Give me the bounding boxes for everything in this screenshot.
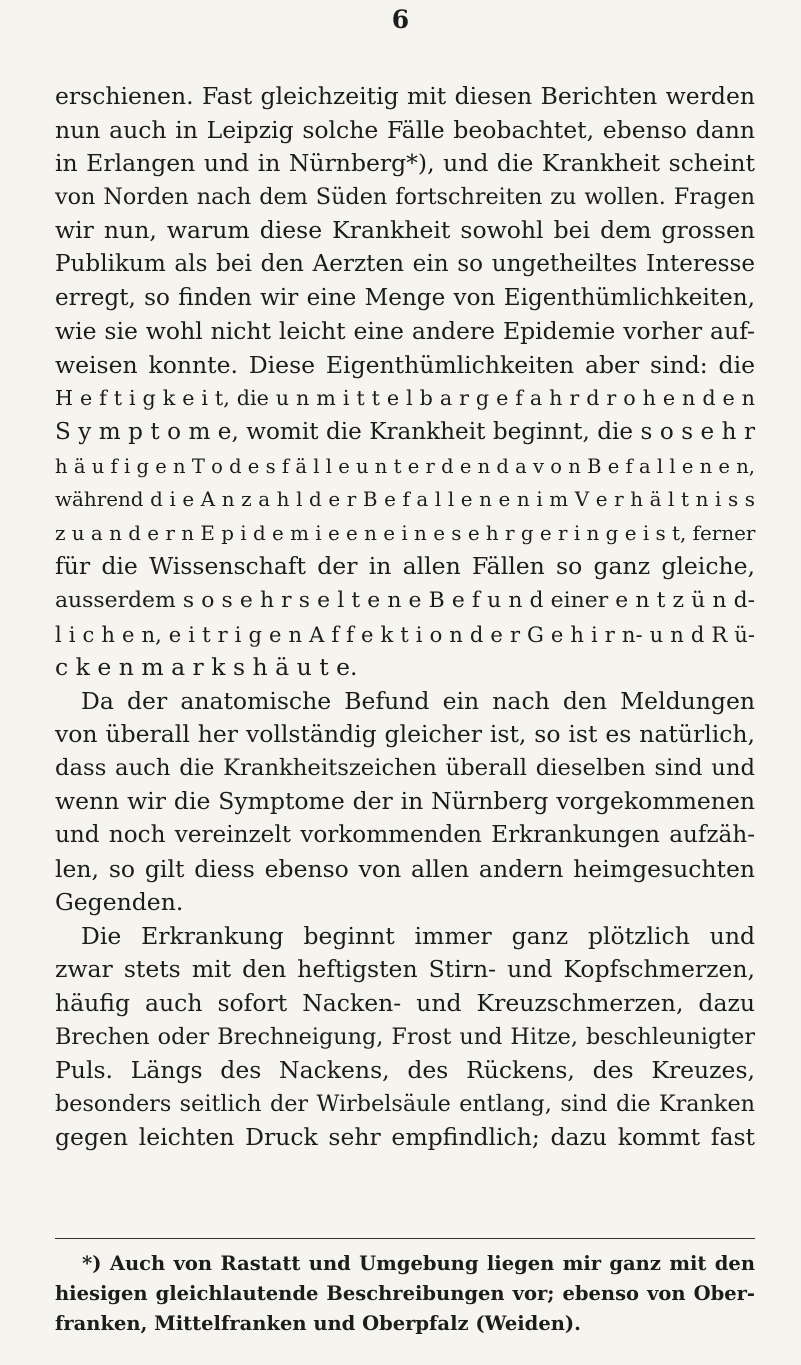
footnote-line: franken, Mittelfranken und Oberpfalz (Weiden). <box>55 1312 581 1335</box>
text-line: in Erlangen und in Nürnberg*), und die Krankheit scheint <box>55 149 755 178</box>
text-line: besonders seitlich der Wirbelsäule entlang, sind die Kranken <box>55 1090 755 1117</box>
text-line: von Norden nach dem Süden fortschreiten zu wollen. Fragen <box>55 183 755 210</box>
text-line: Die Erkrankung beginnt immer ganz plötzlich und <box>81 921 755 950</box>
text-line: c k e n m a r k s h ä u t e. <box>55 653 358 682</box>
text-line: H e f t i g k e i t, die u n m i t t e l b a r g e f a h r d r o h e n d e n <box>55 386 755 411</box>
text-line: erregt, so finden wir eine Menge von Eigenthümlichkeiten, <box>55 284 755 311</box>
footnote <box>55 1249 755 1339</box>
text-line: weisen konnte. Diese Eigenthümlichkeiten aber sind: die <box>55 350 755 379</box>
text-line: ausserdem s o s e h r s e l t e n e B e f u n d einer e n t z ü n d- <box>55 587 755 613</box>
text-line: häufig auch sofort Nacken- und Kreuzschmerzen, dazu <box>55 989 755 1018</box>
text-line: Puls. Längs des Nackens, des Rückens, des Kreuzes, <box>55 1056 755 1085</box>
paragraph-1 <box>55 80 755 685</box>
text-line: nun auch in Leipzig solche Fälle beobachtet, ebenso dann <box>55 115 755 144</box>
text-line: von überall her vollständig gleicher ist, so ist es natürlich, <box>55 720 755 749</box>
text-line: wir nun, warum diese Krankheit sowohl bei dem grossen <box>55 216 755 245</box>
text-line: z u a n d e r n E p i d e m i e e n e i n e s e h r g e r i n g e i s t, ferner <box>55 521 756 545</box>
text-line: zwar stets mit den heftigsten Stirn- und Kopfschmerzen, <box>55 955 755 984</box>
text-line: h ä u f i g e n T o d e s f ä l l e u n t e r d e n d a v o n B e f a l l e n e n, <box>55 454 755 478</box>
text-line: gegen leichten Druck sehr empfindlich; dazu kommt fast <box>55 1123 755 1152</box>
footnote-line: hiesigen gleichlautende Beschreibungen vor; ebenso von Ober- <box>55 1282 755 1305</box>
text-line: erschienen. Fast gleichzeitig mit diesen Berichten werden <box>55 82 755 110</box>
text-line: und noch vereinzelt vorkommenden Erkrankungen aufzäh- <box>55 822 755 849</box>
text-line: für die Wissenschaft der in allen Fällen so ganz gleiche, <box>55 552 755 581</box>
body-text <box>55 80 755 1155</box>
paragraph-3 <box>55 920 755 1155</box>
text-line: l i c h e n, e i t r i g e n A f f e k t i o n d e r G e h i r n- u n d R ü- <box>55 621 755 647</box>
footnote-divider <box>55 1238 755 1239</box>
text-line: dass auch die Krankheitszeichen überall dieselben sind und <box>55 754 755 781</box>
text-line: während d i e A n z a h l d e r B e f a l l e n e n i m V e r h ä l t n i s s <box>55 488 755 512</box>
text-line: wie sie wohl nicht leicht eine andere Epidemie vorher auf- <box>55 317 755 346</box>
text-line: S y m p t o m e, womit die Krankheit beginnt, die s o s e h r <box>55 418 755 445</box>
text-line: Brechen oder Brechneigung, Frost und Hitze, beschleunigter <box>55 1023 755 1050</box>
text-line: len, so gilt diess ebenso von allen andern heimgesuchten <box>55 854 755 883</box>
text-line: Gegenden. <box>55 888 184 917</box>
footnote-line: *) Auch von Rastatt und Umgebung liegen mir ganz mit den <box>82 1252 755 1275</box>
text-line: wenn wir die Symptome der in Nürnberg vorgekommenen <box>55 787 755 816</box>
paragraph-2 <box>55 685 755 920</box>
text-line: Publikum als bei den Aerzten ein so ungetheiltes Interesse <box>55 250 755 277</box>
page-number: 6 <box>391 5 410 34</box>
text-line: Da der anatomische Befund ein nach den Meldungen <box>81 686 755 715</box>
